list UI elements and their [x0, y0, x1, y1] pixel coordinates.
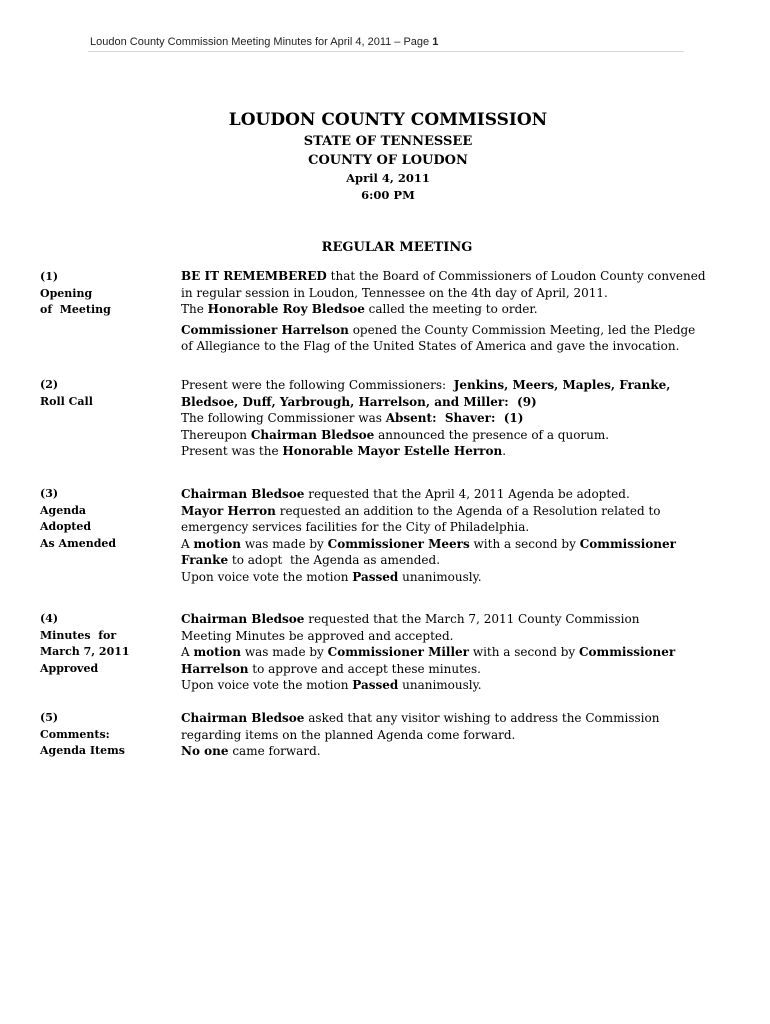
bold-text: Commissioner Meers	[327, 536, 470, 551]
document-title: LOUDON COUNTY COMMISSION	[228, 110, 548, 130]
section-4-number: (4)	[40, 612, 59, 625]
body-line	[181, 743, 741, 760]
bold-text: motion	[193, 645, 242, 660]
body-line	[181, 552, 741, 569]
section-2-number: (2)	[40, 378, 59, 391]
text: that the Board of Commissioners of Loudon County convened	[326, 269, 706, 283]
text: to adopt the Agenda as amended.	[228, 553, 441, 568]
bold-text: Mayor Herron	[181, 503, 276, 518]
running-header-text: Loudon County Commission Meeting Minutes for April 4, 2011 – Page	[90, 36, 430, 48]
body-line	[181, 710, 741, 727]
section-1-body	[181, 268, 741, 355]
body-line	[181, 427, 741, 444]
bold-text: No one	[181, 744, 229, 759]
body-line: Meeting Minutes be approved and accepted.	[181, 628, 454, 643]
section-5-body	[181, 710, 741, 760]
body-line: of Allegiance to the Flag of the United States of America and gave the invocation.	[181, 339, 680, 354]
section-5-label-line: Comments:	[40, 727, 110, 741]
text: opened the County Commission Meeting, led the Pledge	[348, 322, 696, 337]
meeting-time: 6:00 PM	[361, 188, 415, 202]
bold-text: Franke	[181, 553, 229, 568]
bold-text: Chairman Bledsoe	[250, 427, 375, 442]
meeting-date: April 4, 2011	[346, 171, 430, 185]
page-number: 1	[432, 36, 439, 48]
body-line	[181, 268, 741, 285]
section-3-label-line: Adopted	[40, 520, 92, 534]
section-3-label	[40, 486, 116, 552]
body-line	[181, 661, 741, 678]
text: Present was the	[181, 444, 283, 459]
text: called the meeting to order.	[364, 302, 538, 317]
header-divider	[88, 51, 684, 52]
section-4-label	[40, 611, 130, 677]
section-3-label-line: Agenda	[40, 503, 87, 517]
text: Present were the following Commissioners:	[181, 378, 454, 392]
text: The following Commissioner was	[181, 411, 386, 426]
bold-text: Chairman Bledsoe	[181, 487, 305, 501]
body-line: emergency services facilities for the City of Philadelphia.	[181, 520, 530, 535]
body-line	[181, 322, 741, 339]
section-4-label-line: March 7, 2011	[40, 645, 130, 659]
text: requested that the March 7, 2011 County Commission	[304, 612, 640, 626]
body-line	[181, 486, 741, 503]
text: Upon voice vote the motion	[181, 569, 353, 584]
section-5-number: (5)	[40, 711, 59, 724]
section-3-number: (3)	[40, 487, 59, 500]
text: unanimously.	[398, 678, 482, 693]
body-line	[181, 536, 741, 553]
bold-text: Passed	[352, 569, 399, 584]
body-line: regarding items on the planned Agenda come forward.	[181, 727, 516, 742]
section-1-label-line: Opening	[40, 286, 93, 300]
section-5-label-line: Agenda Items	[40, 744, 125, 758]
section-4-label-line: Approved	[40, 661, 99, 675]
bold-text: Harrelson	[181, 661, 249, 676]
text: with a second by	[469, 645, 579, 660]
bold-text: Jenkins, Meers, Maples, Franke,	[453, 378, 671, 392]
bold-text: motion	[193, 536, 242, 551]
body-line: in regular session in Loudon, Tennessee on the 4th day of April, 2011.	[181, 285, 608, 300]
section-5-label	[40, 710, 125, 760]
body-line	[181, 394, 741, 411]
bold-text: Commissioner	[578, 645, 676, 660]
section-2-label-line: Roll Call	[40, 394, 93, 408]
text: .	[502, 444, 507, 459]
bold-text: Honorable Mayor Estelle Herron	[282, 444, 503, 459]
section-2-body	[181, 377, 741, 460]
text: A	[181, 645, 194, 660]
text: was made by	[241, 536, 328, 551]
section-2-label	[40, 377, 93, 410]
bold-text: Bledsoe, Duff, Yarbrough, Harrelson, and Miller: (9)	[181, 394, 537, 409]
bold-text: Commissioner	[579, 536, 676, 551]
county-line: COUNTY OF LOUDON	[308, 153, 468, 168]
body-line	[181, 569, 741, 586]
bold-text: Commissioner Harrelson	[181, 322, 349, 337]
bold-text: Honorable Roy Bledsoe	[207, 302, 365, 317]
text: Upon voice vote the motion	[181, 678, 353, 693]
body-line	[181, 377, 741, 394]
text: asked that any visitor wishing to address the Commission	[304, 711, 660, 725]
text: A	[181, 536, 194, 551]
section-1-label	[40, 269, 111, 319]
body-line	[181, 611, 741, 628]
bold-text: Passed	[352, 678, 399, 693]
state-line: STATE OF TENNESSEE	[303, 134, 473, 149]
bold-text: Commissioner Miller	[327, 645, 469, 660]
meeting-type-heading: REGULAR MEETING	[321, 240, 473, 255]
section-3-body	[181, 486, 741, 586]
section-1-label-line: of Meeting	[40, 303, 111, 317]
body-line	[181, 677, 741, 694]
text: requested that the April 4, 2011 Agenda be adopted.	[304, 487, 630, 501]
section-4-label-line: Minutes for	[40, 628, 117, 642]
text: announced the presence of a quorum.	[374, 427, 610, 442]
bold-text: Chairman Bledsoe	[181, 711, 305, 725]
text: to approve and accept these minutes.	[248, 661, 481, 676]
body-line	[181, 443, 741, 460]
body-line	[181, 410, 741, 427]
body-line	[181, 301, 741, 318]
section-1-number: (1)	[40, 270, 59, 283]
bold-text: BE IT REMEMBERED	[181, 269, 327, 283]
body-line	[181, 644, 741, 661]
bold-text: Chairman Bledsoe	[181, 612, 305, 626]
text: Thereupon	[181, 427, 251, 442]
text: with a second by	[469, 536, 580, 551]
text: was made by	[241, 645, 328, 660]
section-4-body	[181, 611, 741, 694]
bold-text: Absent: Shaver: (1)	[385, 411, 524, 426]
text: The	[181, 302, 208, 317]
text: unanimously.	[398, 569, 482, 584]
text: came forward.	[228, 744, 321, 759]
body-line	[181, 503, 741, 520]
text: requested an addition to the Agenda of a Resolution related to	[275, 503, 661, 518]
section-3-label-line: As Amended	[40, 536, 117, 550]
running-header	[90, 36, 438, 48]
